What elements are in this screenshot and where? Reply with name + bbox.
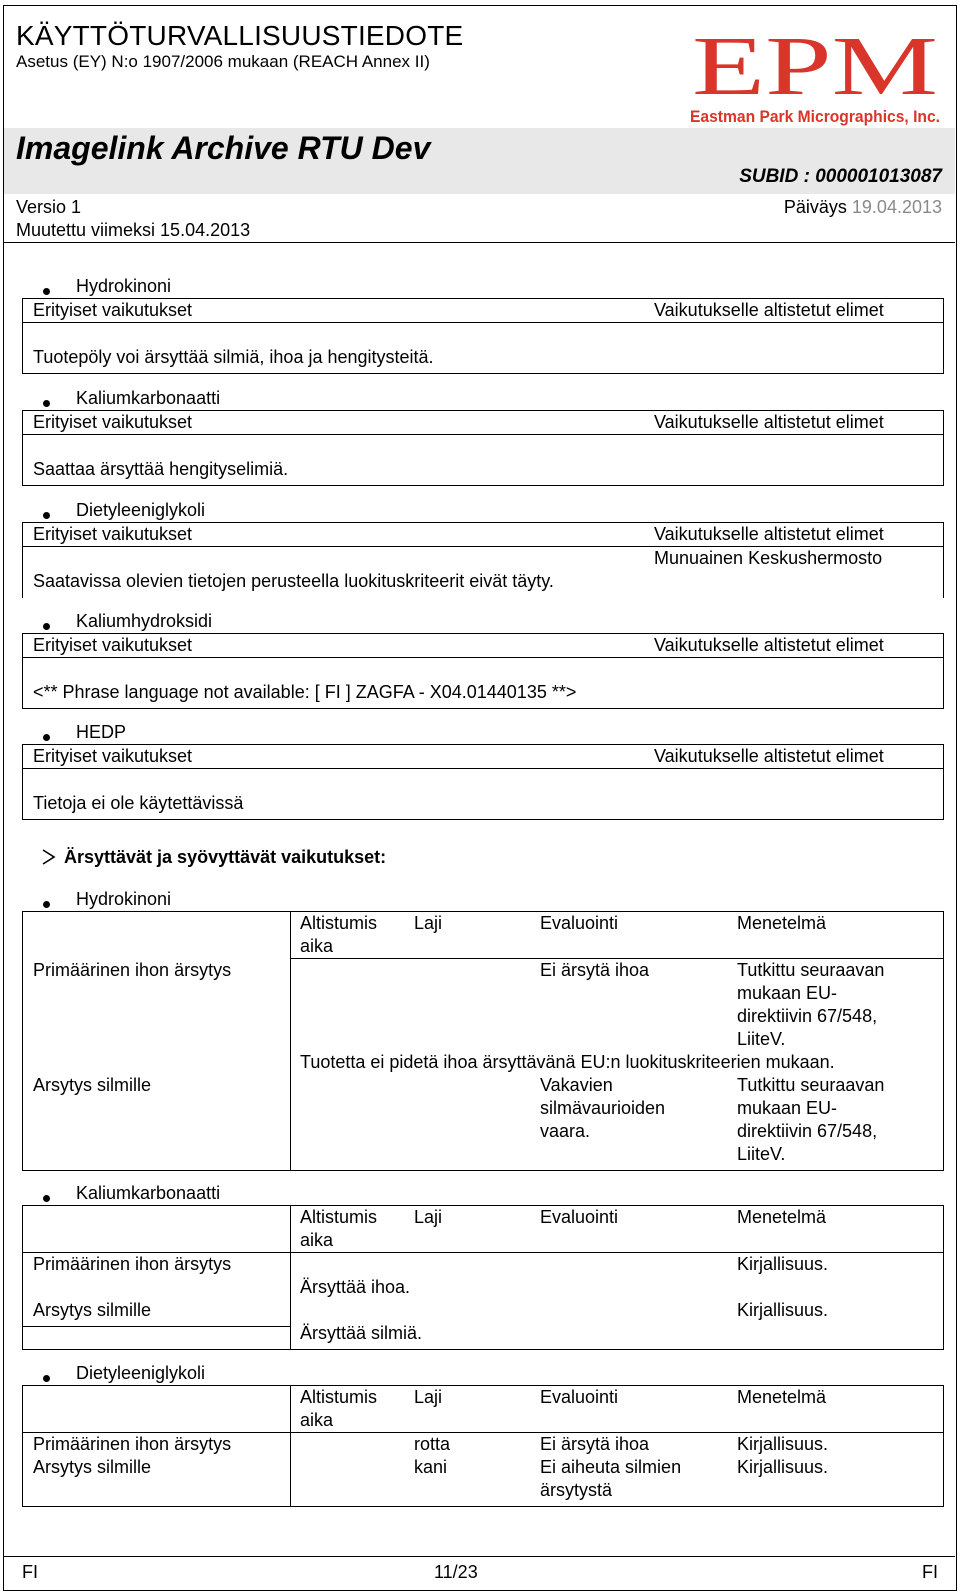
skin-evaluation: Ei ärsytä ihoa <box>540 960 650 980</box>
col-exposure-time: Altistumis aika <box>300 1387 378 1430</box>
row-label-eye: Arsytys silmille <box>33 1075 152 1095</box>
regulation-subtitle: Asetus (EY) N:o 1907/2006 mukaan (REACH Annex II) <box>16 52 430 71</box>
classification-note: Tuotetta ei pidetä ihoa ärsyttävänä EU:n luokituskriteerien mukaan. <box>300 1052 835 1072</box>
effects-col-label: Erityiset vaikutukset <box>33 746 193 766</box>
divider <box>22 322 944 323</box>
col-species: Laji <box>414 1387 443 1407</box>
substance-name: Kaliumhydroksidi <box>76 611 213 631</box>
col-species: Laji <box>414 913 443 933</box>
effects-text: Saattaa ärsyttää hengityselimiä. <box>33 459 289 479</box>
bullet <box>43 400 50 407</box>
skin-evaluation: Ei ärsytä ihoa <box>540 1434 650 1454</box>
column-divider <box>290 911 291 1171</box>
eye-species: kani <box>414 1457 448 1477</box>
modified-date: Muutettu viimeksi 15.04.2013 <box>16 220 251 240</box>
organs-col-label: Vaikutukselle altistetut elimet <box>654 412 884 432</box>
row-label-skin: Primäärinen ihon ärsytys <box>33 960 232 980</box>
eye-evaluation: Vakavien silmävaurioiden vaara. <box>540 1075 666 1141</box>
skin-method: Kirjallisuus. <box>737 1254 829 1274</box>
product-name: Imagelink Archive RTU Dev <box>16 130 431 166</box>
effects-col-label: Erityiset vaikutukset <box>33 300 193 320</box>
sds-page <box>3 5 957 1591</box>
effects-col-label: Erityiset vaikutukset <box>33 524 193 544</box>
bullet <box>43 512 50 519</box>
header-divider <box>4 242 955 243</box>
col-species: Laji <box>414 1207 443 1227</box>
svg-text:EPM: EPM <box>692 22 938 113</box>
section-heading: Ärsyttävät ja syövyttävät vaikutukset: <box>64 847 387 867</box>
organs-col-label: Vaikutukselle altistetut elimet <box>654 524 884 544</box>
substance-name: Dietyleeniglykoli <box>76 500 206 520</box>
divider <box>22 657 944 658</box>
substance-name: HEDP <box>76 722 127 742</box>
effects-text: Tietoja ei ole käytettävissä <box>33 793 244 813</box>
skin-method: Tutkittu seuraavan mukaan EU-direktiivin 67/548, LiiteV. <box>737 960 885 1049</box>
skin-species: rotta <box>414 1434 451 1454</box>
substance-name: Kaliumkarbonaatti <box>76 388 221 408</box>
row-label-eye: Arsytys silmille <box>33 1300 152 1320</box>
effects-text: Tuotepöly voi ärsyttää silmiä, ihoa ja hengitysteitä. <box>33 347 434 367</box>
effects-col-label: Erityiset vaikutukset <box>33 412 193 432</box>
eye-method: Kirjallisuus. <box>737 1457 829 1477</box>
bullet <box>43 1375 50 1382</box>
effects-text: <** Phrase language not available: [ FI ] ZAGFA - X04.01440135 **> <box>33 682 577 702</box>
col-method: Menetelmä <box>737 913 827 933</box>
col-method: Menetelmä <box>737 1207 827 1227</box>
date-value: 19.04.2013 <box>851 197 942 217</box>
bullet <box>43 734 50 741</box>
divider <box>22 434 944 435</box>
substance-name: Hydrokinoni <box>76 889 172 909</box>
bullet <box>43 1195 50 1202</box>
svg-text:Eastman Park Micrographics, In: Eastman Park Micrographics, Inc. <box>690 107 940 126</box>
eye-evaluation: Ei aiheuta silmien ärsytystä <box>540 1457 682 1500</box>
row-label-eye: Arsytys silmille <box>33 1457 152 1477</box>
col-exposure-time: Altistumis aika <box>300 913 378 956</box>
date <box>784 197 942 218</box>
organs-col-label: Vaikutukselle altistetut elimet <box>654 746 884 766</box>
substance-name: Hydrokinoni <box>76 276 172 296</box>
column-divider <box>290 1385 291 1507</box>
row-divider <box>22 1326 290 1327</box>
organs-col-label: Vaikutukselle altistetut elimet <box>654 300 884 320</box>
column-divider <box>290 1205 291 1350</box>
col-method: Menetelmä <box>737 1387 827 1407</box>
footer-divider <box>4 1556 955 1557</box>
substance-name: Dietyleeniglykoli <box>76 1363 206 1383</box>
page-number: 11/23 <box>434 1562 478 1582</box>
effects-text: Saatavissa olevien tietojen perusteella luokituskriteerit eivät täyty. <box>33 571 554 591</box>
substance-name: Kaliumkarbonaatti <box>76 1183 221 1203</box>
col-exposure-time: Altistumis aika <box>300 1207 378 1250</box>
organs-col-label: Vaikutukselle altistetut elimet <box>654 635 884 655</box>
eye-method: Tutkittu seuraavan mukaan EU-direktiivin 67/548, LiiteV. <box>737 1075 885 1164</box>
bullet <box>43 623 50 630</box>
target-organs: Munuainen Keskushermosto <box>654 548 883 568</box>
col-evaluation: Evaluointi <box>540 1387 619 1407</box>
skin-note: Ärsyttää ihoa. <box>300 1277 411 1297</box>
eye-note: Ärsyttää silmiä. <box>300 1323 423 1343</box>
effects-col-label: Erityiset vaikutukset <box>33 635 193 655</box>
arrow-bullet-icon <box>41 848 57 866</box>
footer-language-right: FI <box>922 1562 938 1582</box>
epm-logo <box>686 22 944 134</box>
subid: SUBID : 000001013087 <box>739 166 942 187</box>
col-evaluation: Evaluointi <box>540 913 619 933</box>
date-label: Päiväys <box>783 197 847 217</box>
footer-language-left: FI <box>22 1562 38 1582</box>
version: Versio 1 <box>16 197 82 217</box>
row-label-skin: Primäärinen ihon ärsytys <box>33 1254 232 1274</box>
skin-method: Kirjallisuus. <box>737 1434 829 1454</box>
row-label-skin: Primäärinen ihon ärsytys <box>33 1434 232 1454</box>
divider <box>22 768 944 769</box>
col-evaluation: Evaluointi <box>540 1207 619 1227</box>
bullet <box>43 901 50 908</box>
eye-method: Kirjallisuus. <box>737 1300 829 1320</box>
document-title: KÄYTTÖTURVALLISUUSTIEDOTE <box>16 20 464 51</box>
bullet <box>43 288 50 295</box>
